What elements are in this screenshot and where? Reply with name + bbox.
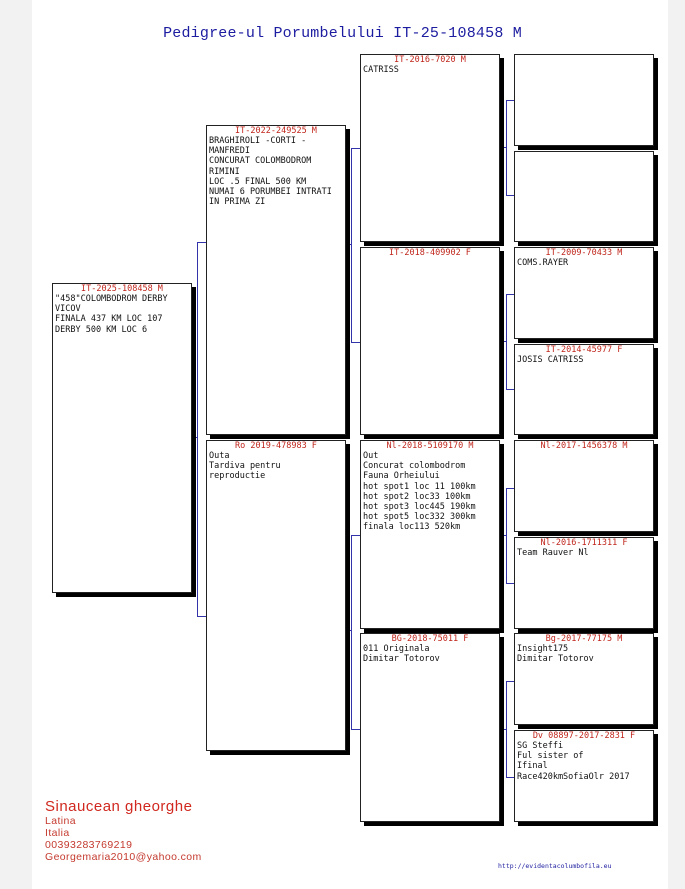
card-line: BRAGHIROLI -CORTI - (209, 136, 307, 146)
card-line: hot spot2 loc33 100km (363, 491, 471, 502)
card-line: Tardiva pentru (209, 461, 281, 472)
pigeon-card-sire[interactable] (206, 125, 346, 435)
card-line: Insight175 (517, 644, 569, 654)
card-line: MANFREDI (209, 146, 250, 157)
ring-number: Dv 08897-2017-2831 F (532, 731, 636, 741)
ring-number: IT-2016-7020 M (394, 55, 466, 65)
pigeon-card-sds[interactable] (514, 247, 654, 339)
ring-number: Nl-2016-1711311 F (540, 538, 628, 548)
card-line: Outa (209, 451, 230, 461)
card-line: hot spot3 loc445 190km (363, 502, 476, 513)
card-line: SG Steffi (517, 741, 564, 751)
pigeon-card-ddd[interactable] (514, 730, 654, 822)
card-line: JOSIS CATRISS (517, 355, 584, 365)
card-line: Concurat colombodrom (363, 461, 466, 472)
ring-number: BG-2018-75011 F (391, 634, 469, 644)
connector-tick-ds (500, 535, 507, 536)
card-line: RIMINI (209, 166, 240, 177)
card-line: "458"COLOMBODROM DERBY (55, 294, 168, 304)
card-line: hot spot5 loc332 300km (363, 512, 476, 523)
card-line: FINALA 437 KM LOC 107 (55, 314, 163, 325)
connector-tick-sire (346, 244, 352, 245)
owner-info (45, 798, 202, 863)
ring-number: IT-2018-409902 F (389, 248, 471, 258)
pigeon-card-sd[interactable] (360, 247, 500, 435)
card-line: VICOV (55, 304, 81, 315)
owner-email[interactable]: Georgemaria2010@yahoo.com (45, 851, 202, 863)
card-line: hot spot1 loc 11 100km (363, 481, 476, 492)
card-line: reproductie (209, 471, 266, 482)
connector-tick-subject (192, 437, 198, 438)
website-link[interactable]: http://evidentacolumbofila.eu (498, 862, 612, 870)
pigeon-card-ds[interactable] (360, 440, 500, 629)
connector-tick-ss (500, 147, 507, 148)
owner-phone: 00393283769219 (45, 839, 133, 851)
card-line: LOC .5 FINAL 500 KM (209, 176, 307, 187)
ring-number: IT-2009-70433 M (545, 248, 623, 258)
owner-name: Sinaucean gheorghe (45, 798, 193, 815)
card-line: CATRISS (363, 65, 399, 75)
card-line: COMS.RAYER (517, 258, 569, 268)
pigeon-card-sdd[interactable] (514, 344, 654, 435)
pigeon-card-ss[interactable] (360, 54, 500, 242)
ring-number: Bg-2017-77175 M (545, 634, 623, 644)
card-line: Ful sister of (517, 751, 584, 762)
pigeon-card-ssd[interactable] (514, 151, 654, 242)
card-line: Dimitar Totorov (517, 654, 594, 665)
connector-tick-dd (500, 729, 507, 730)
ring-number: Ro 2019-478983 F (235, 441, 317, 451)
ring-number: IT-2025-108458 M (81, 284, 163, 294)
owner-country: Italia (45, 827, 70, 839)
ring-number: IT-2022-249525 M (235, 126, 317, 136)
card-line: IN PRIMA ZI (209, 197, 266, 208)
card-line: Out (363, 451, 379, 461)
pigeon-card-dds[interactable] (514, 633, 654, 725)
card-line: Race420kmSofiaOlr 2017 (517, 771, 630, 782)
ring-number: IT-2014-45977 F (545, 345, 623, 355)
connector-tick-sd (500, 341, 507, 342)
card-line: Ifinal (517, 761, 548, 772)
pigeon-card-sss[interactable] (514, 54, 654, 146)
ring-number: Nl-2017-1456378 M (540, 441, 628, 451)
pigeon-card-dsd[interactable] (514, 537, 654, 629)
card-line: finala loc113 520km (363, 522, 461, 533)
page-title: Pedigree-ul Porumbelului IT-25-108458 M (163, 25, 522, 42)
ring-number (515, 152, 653, 162)
card-line: Team Rauver Nl (517, 548, 589, 558)
card-line: 011 Originala (363, 644, 430, 654)
card-line: Fauna Orheiului (363, 471, 440, 482)
ring-number: Nl-2018-5109170 M (386, 441, 474, 451)
card-line: CONCURAT COLOMBODROM (209, 156, 312, 167)
pigeon-card-dd[interactable] (360, 633, 500, 822)
card-line: NUMAI 6 PORUMBEI INTRATI (209, 187, 332, 198)
pigeon-card-subject[interactable] (52, 283, 192, 593)
pigeon-card-dss[interactable] (514, 440, 654, 532)
card-line: Dimitar Totorov (363, 654, 440, 665)
pigeon-card-dam[interactable] (206, 440, 346, 751)
owner-city: Latina (45, 815, 77, 827)
ring-number (515, 55, 653, 65)
card-line: DERBY 500 KM LOC 6 (55, 324, 148, 335)
connector-tick-dam (346, 630, 352, 631)
